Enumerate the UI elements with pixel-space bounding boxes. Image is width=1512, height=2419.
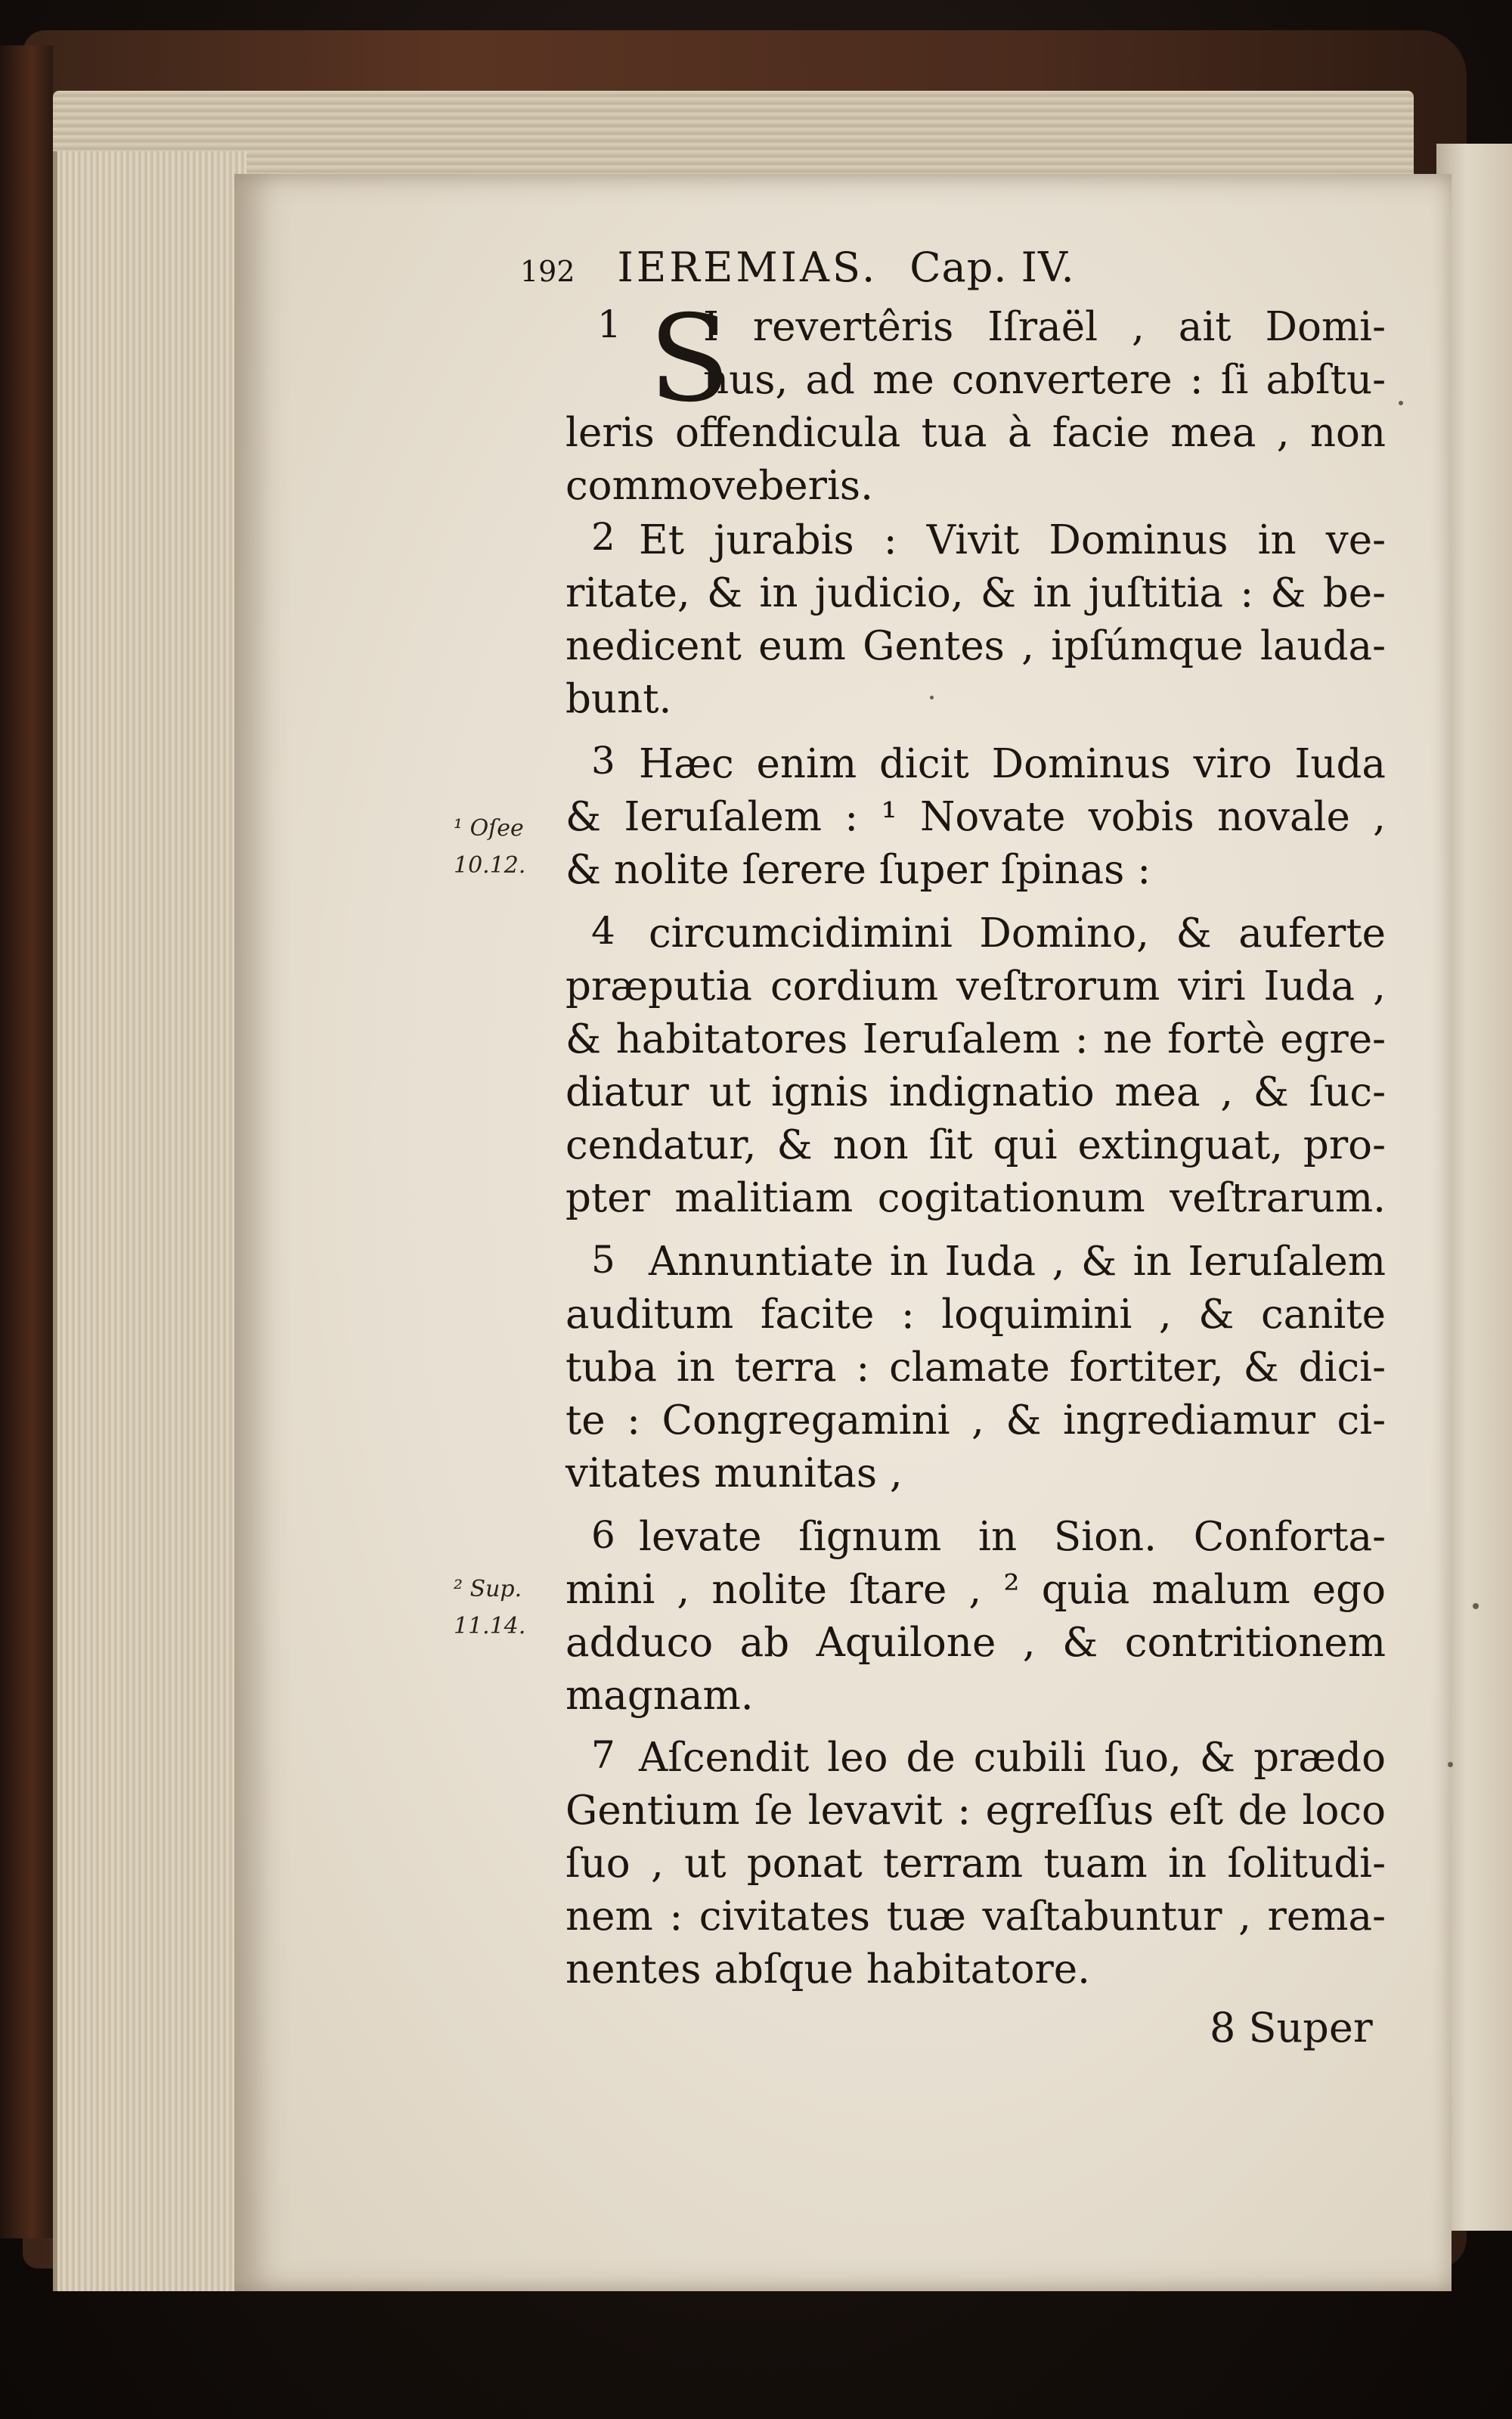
paper-speck <box>1448 1762 1453 1767</box>
verse-number: 1 <box>597 302 621 346</box>
verse-number: 6 <box>591 1513 615 1557</box>
verse-line: leris offendicula tua à facie mea , non <box>565 410 1386 456</box>
verse-number: 7 <box>591 1733 615 1777</box>
margin-reference-book: ² Sup. <box>454 1576 522 1602</box>
paper-speck <box>1399 401 1403 405</box>
drop-capital: S <box>649 290 731 429</box>
verse-line: Et jurabis : Vivit Dominus in ve- <box>639 517 1386 563</box>
verse-line: auditum facite : loquimini , & canite <box>565 1292 1386 1338</box>
chapter-label: Cap. IV. <box>909 243 1075 291</box>
paper-speck <box>1473 1603 1479 1609</box>
verse-line: & nolite ſerere ſuper ſpinas : <box>565 847 1151 893</box>
catchword: 8 Super <box>1210 2004 1373 2051</box>
verse-line: pter malitiam cogitationum veſtrarum. <box>565 1175 1386 1221</box>
verse-line: & Ieruſalem : ¹ Novate vobis novale , <box>565 794 1386 840</box>
verse-line: præputia cordium veſtrorum viri Iuda , <box>565 963 1386 1009</box>
verse-line: mini , nolite ſtare , ² quia malum ego <box>565 1567 1386 1613</box>
verse-number: 3 <box>591 739 615 783</box>
book-spine-edge <box>0 45 53 2238</box>
running-header <box>520 243 1075 291</box>
verse-line: Hæc enim dicit Dominus viro Iuda <box>639 741 1386 787</box>
margin-reference <box>454 1576 525 1639</box>
verse-line: levate ſignum in Sion. Conforta- <box>639 1514 1386 1560</box>
verse-line: ſuo , ut ponat terram tuam in ſolitudi- <box>565 1841 1386 1887</box>
verse-line: circumcidimini Domino, & auferte <box>649 910 1386 957</box>
verse-line: commoveberis. <box>565 463 873 509</box>
verse-line: Annuntiate in Iuda , & in Ieruſalem <box>649 1239 1386 1285</box>
verse-number: 4 <box>591 909 615 953</box>
verse-line: & habitatores Ieruſalem : ne fortè egre- <box>565 1016 1386 1062</box>
page-block-top-edge <box>53 91 1414 174</box>
verse-line: te : Congregamini , & ingrediamur ci- <box>565 1397 1386 1444</box>
verse-number: 5 <box>591 1238 615 1282</box>
verse-line: vitates munitas , <box>565 1450 903 1496</box>
verse-line: Gentium ſe levavit : egreſſus eſt de loco <box>565 1788 1386 1834</box>
margin-reference-book: ¹ Oſee <box>454 815 524 842</box>
verse-number: 2 <box>591 515 615 559</box>
verse-line: ritate, & in judicio, & in juſtitia : & be- <box>565 570 1386 616</box>
verse-line: Aſcendit leo de cubili ſuo, & prædo <box>639 1735 1386 1781</box>
verse-line: diatur ut ignis indignatio mea , & ſuc- <box>565 1069 1386 1115</box>
verse-line: bunt. <box>565 676 672 722</box>
book-title: IEREMIAS. <box>617 243 878 291</box>
margin-reference-verse: 11.14. <box>454 1613 526 1639</box>
verse-line: nentes abſque habitatore. <box>565 1946 1091 1993</box>
verse-line: I revertêris Iſraël , ait Domi- <box>703 304 1386 350</box>
verse-line: nus, ad me convertere : ſi abſtu- <box>703 357 1386 403</box>
margin-reference <box>454 815 525 879</box>
verse-line: nedicent eum Gentes , ipſúmque lauda- <box>565 623 1386 669</box>
page-block-fore-edge <box>53 151 246 2291</box>
paper-speck <box>930 696 934 699</box>
verse-line: magnam. <box>565 1673 754 1719</box>
verse-line: cendatur, & non ſit qui extinguat, pro- <box>565 1122 1386 1168</box>
verse-line: adduco ab Aquilone , & contritionem <box>565 1620 1386 1666</box>
verse-line: nem : civitates tuæ vaſtabuntur , rema- <box>565 1893 1386 1940</box>
margin-reference-verse: 10.12. <box>454 852 526 879</box>
verse-line: tuba in terra : clamate fortiter, & dici- <box>565 1344 1386 1391</box>
page-number: 192 <box>520 255 575 288</box>
